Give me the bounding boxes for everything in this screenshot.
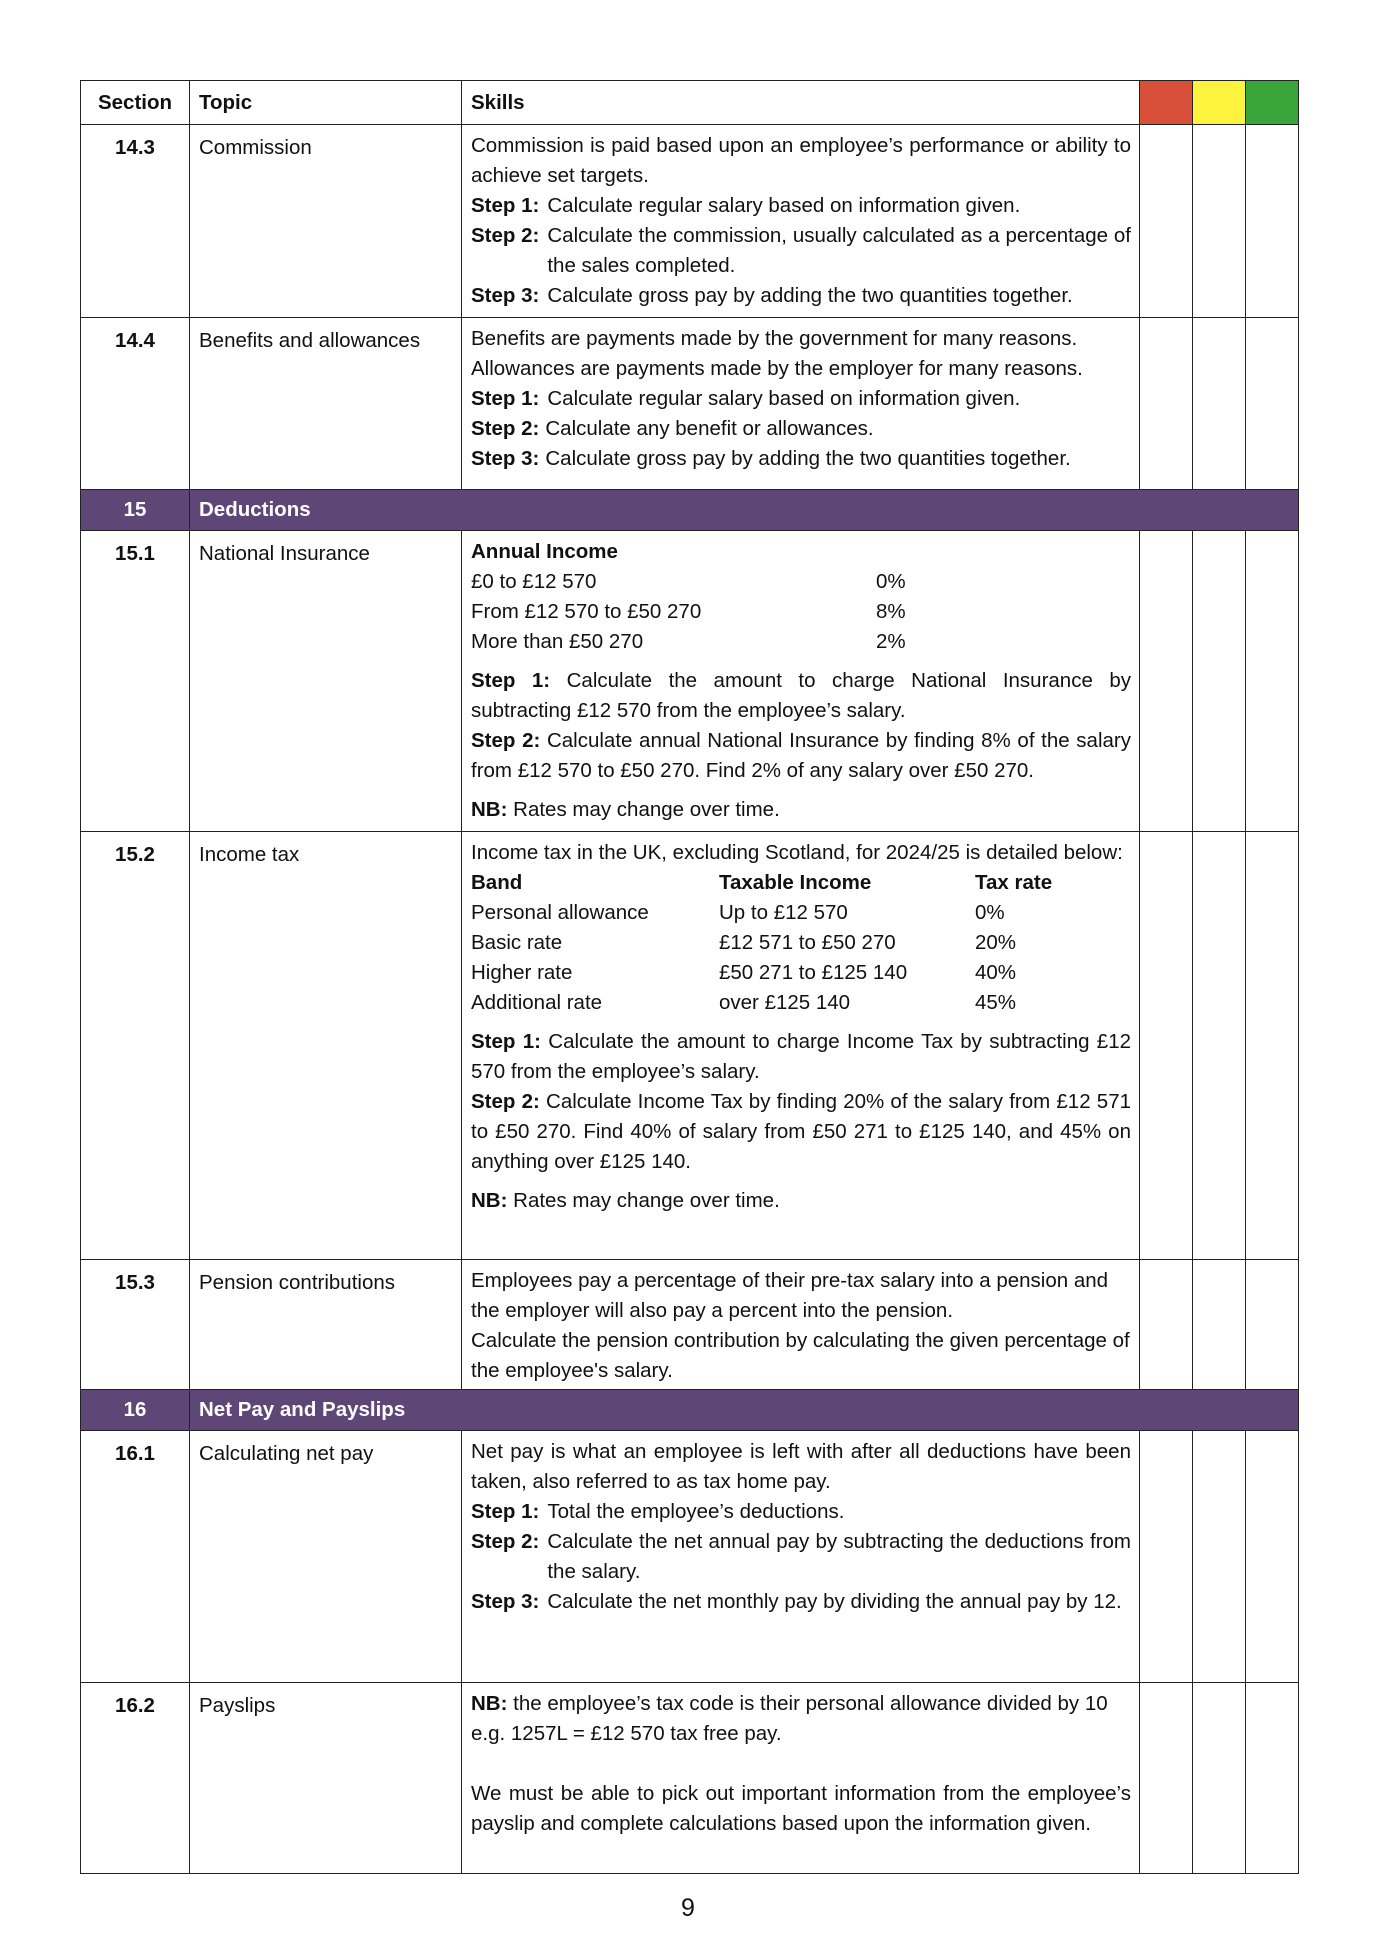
income-heading: Annual Income (471, 540, 618, 563)
table-row (81, 1683, 1299, 1874)
rag-yellow-cell[interactable] (1193, 531, 1246, 832)
table-row (81, 531, 1299, 832)
step-3: Step 3: Calculate gross pay by adding the two quantities together. (471, 447, 1071, 470)
nb-note: NB: Rates may change over time. (471, 1189, 780, 1212)
section-number: 16.1 (81, 1431, 190, 1683)
band-number: 15 (81, 490, 190, 531)
rag-green-cell[interactable] (1246, 1683, 1299, 1874)
skills-text: Employees pay a percentage of their pre-tax salary into a pension and the employer will also pay a percent into the pension. (471, 1269, 1109, 1322)
rag-green-cell[interactable] (1246, 832, 1299, 1260)
section-number: 14.3 (81, 125, 190, 318)
topic-name: Pension contributions (190, 1260, 462, 1390)
rag-red-cell[interactable] (1140, 1431, 1193, 1683)
tax-bands: Band Taxable Income Tax rate Personal allowance Up to £12 570 0% Basic rate £12 571 to £50 270 20% Higher rate £50 271 to £125 140 40% Additional rate over £125 140 45% (471, 868, 1131, 1018)
skills-text: We must be able to pick out important information from the employee’s payslip and complete calculations based upon the information given. (471, 1782, 1131, 1835)
skills-text: Income tax in the UK, excluding Scotland, for 2024/25 is detailed below: (471, 841, 1123, 864)
band-number: 16 (81, 1390, 190, 1431)
section-header: Section (81, 81, 190, 125)
col-income: Taxable Income (719, 871, 872, 894)
section-band (81, 1390, 1299, 1431)
step-2: Step 2: Calculate annual National Insurance by finding 8% of the salary from £12 570 to £50 270. Find 2% of any salary over £50 270. (471, 729, 1131, 782)
topic-name: Payslips (190, 1683, 462, 1874)
band-title: Deductions (190, 490, 1299, 531)
ni-rate: 0% (876, 570, 906, 593)
rag-green-cell[interactable] (1246, 318, 1299, 490)
section-number: 15.3 (81, 1260, 190, 1390)
rag-yellow-cell[interactable] (1193, 318, 1246, 490)
nb-note: NB: the employee’s tax code is their personal allowance divided by 10 e.g. 1257L = £12 570 tax free pay. (471, 1692, 1108, 1745)
table-row (81, 318, 1299, 490)
topic-header: Topic (190, 81, 462, 125)
col-band: Band (471, 871, 523, 894)
step-2: Step 2: Calculate any benefit or allowances. (471, 417, 874, 440)
topic-name: Benefits and allowances (190, 318, 462, 490)
section-number: 14.4 (81, 318, 190, 490)
skills-table (80, 80, 1299, 1874)
rag-red-cell[interactable] (1140, 1260, 1193, 1390)
skills-cell (462, 1260, 1140, 1390)
page-number: 9 (681, 1894, 695, 1922)
skills-header: Skills (462, 81, 1140, 125)
skills-cell (462, 318, 1140, 490)
step-2: Step 2: Calculate the net annual pay by subtracting the deductions from the salary. (471, 1530, 1131, 1583)
ni-range: More than £50 270 (471, 630, 644, 653)
table-header-row (81, 81, 1299, 125)
topic-name: Income tax (190, 832, 462, 1260)
ni-bands (471, 567, 1131, 657)
topic-name: National Insurance (190, 531, 462, 832)
band-title: Net Pay and Payslips (190, 1390, 1299, 1431)
rag-green-cell[interactable] (1246, 1431, 1299, 1683)
skills-text: Allowances are payments made by the employer for many reasons. (471, 357, 1083, 380)
rag-red-cell[interactable] (1140, 531, 1193, 832)
skills-text: Calculate the pension contribution by calculating the given percentage of the employee's salary. (471, 1329, 1130, 1382)
step-1: Step 1: Total the employee’s deductions. (471, 1500, 845, 1523)
step-3: Step 3: Calculate the net monthly pay by dividing the annual pay by 12. (471, 1590, 1122, 1613)
skills-cell (462, 1431, 1140, 1683)
skills-text: Net pay is what an employee is left with after all deductions have been taken, also referred to as tax home pay. (471, 1440, 1131, 1493)
topic-name: Calculating net pay (190, 1431, 462, 1683)
table-row (81, 832, 1299, 1260)
rag-yellow-cell[interactable] (1193, 125, 1246, 318)
rag-yellow-cell[interactable] (1193, 1683, 1246, 1874)
ni-range: From £12 570 to £50 270 (471, 600, 702, 623)
skills-cell (462, 1683, 1140, 1874)
nb-note: NB: Rates may change over time. (471, 798, 780, 821)
rag-yellow-cell[interactable] (1193, 1431, 1246, 1683)
topic-name: Commission (190, 125, 462, 318)
rag-red-cell[interactable] (1140, 125, 1193, 318)
section-number: 15.1 (81, 531, 190, 832)
section-number: 15.2 (81, 832, 190, 1260)
table-row (81, 125, 1299, 318)
step-1: Step 1: Calculate the amount to charge Income Tax by subtracting £12 570 from the employee’s salary. (471, 1030, 1132, 1083)
rag-yellow-cell[interactable] (1193, 1260, 1246, 1390)
rag-green-cell[interactable] (1246, 531, 1299, 832)
table-row (81, 1260, 1299, 1390)
skills-cell (462, 531, 1140, 832)
rag-green-cell[interactable] (1246, 1260, 1299, 1390)
ni-range: £0 to £12 570 (471, 570, 597, 593)
section-band (81, 490, 1299, 531)
rag-green-header (1246, 81, 1299, 125)
ni-rate: 2% (876, 630, 906, 653)
rag-red-header (1140, 81, 1193, 125)
skills-cell (462, 832, 1140, 1260)
table-row (81, 1431, 1299, 1683)
rag-yellow-cell[interactable] (1193, 832, 1246, 1260)
ni-rate: 8% (876, 600, 906, 623)
skills-text: Commission is paid based upon an employee’s performance or ability to achieve set targets. (471, 134, 1131, 187)
step-1: Step 1: Calculate regular salary based on information given. (471, 387, 1021, 410)
skills-text: Benefits are payments made by the government for many reasons. (471, 327, 1078, 350)
rag-red-cell[interactable] (1140, 318, 1193, 490)
rag-yellow-header (1193, 81, 1246, 125)
step-2: Step 2: Calculate Income Tax by finding 20% of the salary from £12 571 to £50 270. Find 40% of salary from £50 271 to £125 140, and 45% on anything over £125 140. (471, 1090, 1131, 1173)
rag-green-cell[interactable] (1246, 125, 1299, 318)
step-2: Step 2: Calculate the commission, usually calculated as a percentage of the sales completed. (471, 224, 1131, 277)
rag-red-cell[interactable] (1140, 1683, 1193, 1874)
rag-red-cell[interactable] (1140, 832, 1193, 1260)
step-1: Step 1: Calculate regular salary based on information given. (471, 194, 1021, 217)
col-rate: Tax rate (975, 871, 1053, 894)
step-3: Step 3: Calculate gross pay by adding the two quantities together. (471, 284, 1073, 307)
section-number: 16.2 (81, 1683, 190, 1874)
step-1: Step 1: Calculate the amount to charge National Insurance by subtracting £12 570 from the employee’s salary. (471, 669, 1131, 722)
skills-cell (462, 125, 1140, 318)
